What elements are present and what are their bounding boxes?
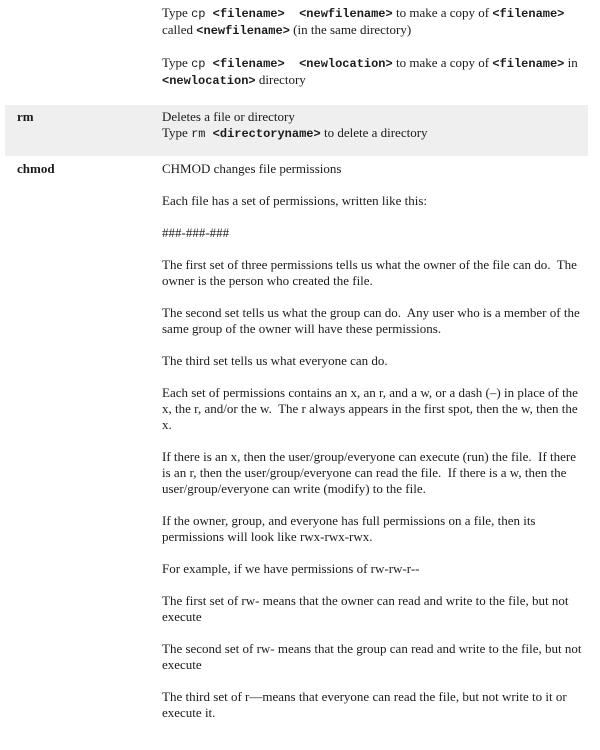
code-run: <newfilename> (299, 7, 393, 21)
code-run: <directoryname> (212, 127, 321, 141)
description-paragraph (162, 385, 584, 433)
text-run: The second set tells us what the group can do. Any user who is a member of the same group of the owner will have these permissions. (162, 305, 583, 336)
code-run: rm (191, 127, 213, 141)
text-run: Type (162, 55, 192, 70)
table-row-chmod (5, 156, 588, 721)
description-paragraph (162, 225, 584, 241)
code-run: <newlocation> (162, 74, 256, 88)
text-run: The third set tells us what everyone can do. (162, 353, 388, 368)
description-paragraph (162, 109, 584, 142)
text-run: Type (162, 5, 192, 20)
text-run: ###-###-### (162, 225, 230, 240)
text-run: to make a copy of (392, 5, 493, 20)
description-paragraph (162, 161, 584, 177)
table-row-cp-cont (5, 0, 588, 105)
description-paragraph (162, 561, 584, 577)
code-run: <newlocation> (299, 57, 393, 71)
code-run (285, 7, 299, 21)
text-run: The first set of rw- means that the owner can read and write to the file, but not execute (162, 593, 572, 624)
text-run: Each file has a set of permissions, written like this: (162, 193, 427, 208)
code-run: cp (191, 57, 213, 71)
code-run: cp (191, 7, 213, 21)
code-run: <filename> (492, 57, 565, 71)
code-run: <newfilename> (196, 24, 290, 38)
table-row-rm (5, 105, 588, 156)
description-paragraph (162, 513, 584, 545)
code-run: <filename> (212, 57, 285, 71)
description-cell (162, 105, 588, 156)
description-paragraph (162, 449, 584, 497)
text-run: Each set of permissions contains an x, an r, and a w, or a dash (–) in place of the x, the r, and/or the w. The r always appears in the first spot, then the w, then the x. (162, 385, 582, 432)
code-run (285, 57, 299, 71)
description-paragraph (162, 641, 584, 673)
text-run: to delete a directory (320, 125, 428, 140)
text-run: (in the same directory) (289, 22, 412, 37)
code-run: <filename> (212, 7, 285, 21)
text-run: called (162, 5, 568, 37)
text-run: Deletes a file or directory (162, 109, 295, 124)
command-cell: rm (17, 109, 34, 124)
code-run: <filename> (492, 7, 565, 21)
text-run: For example, if we have permissions of rw-rw-r-- (162, 561, 420, 576)
description-paragraph (162, 593, 584, 625)
description-paragraph (162, 689, 584, 721)
text-run: The second set of rw- means that the group can read and write to the file, but not execute (162, 641, 585, 672)
description-paragraph (162, 193, 584, 209)
text-run: in (564, 55, 581, 70)
description-paragraph (162, 353, 584, 369)
text-run: If the owner, group, and everyone has full permissions on a file, then its permissions will look like rwx-rwx-rwx. (162, 513, 539, 544)
text-run: The first set of three permissions tells us what the owner of the file can do. The owner is the person who created the file. (162, 257, 581, 288)
command-table-body (5, 0, 588, 721)
description-paragraph (162, 5, 584, 39)
description-cell (162, 0, 588, 105)
text-run: directory (255, 72, 306, 87)
description-paragraph (162, 55, 584, 89)
text-run: Type (162, 125, 192, 140)
command-reference-table (5, 0, 588, 721)
command-cell (5, 0, 162, 105)
text-run: to make a copy of (392, 55, 493, 70)
text-run: CHMOD changes file permissions (162, 161, 342, 176)
text-run: The third set of r—means that everyone can read the file, but not write to it or execute it. (162, 689, 570, 720)
description-paragraph (162, 257, 584, 289)
description-cell (162, 156, 588, 721)
command-cell: chmod (17, 161, 55, 176)
text-run: If there is an x, then the user/group/everyone can execute (run) the file. If there is an r, then the user/group/everyone can read the file. If there is a w, then the user/group/everyone can write (modify) to the file. (162, 449, 580, 496)
description-paragraph (162, 305, 584, 337)
